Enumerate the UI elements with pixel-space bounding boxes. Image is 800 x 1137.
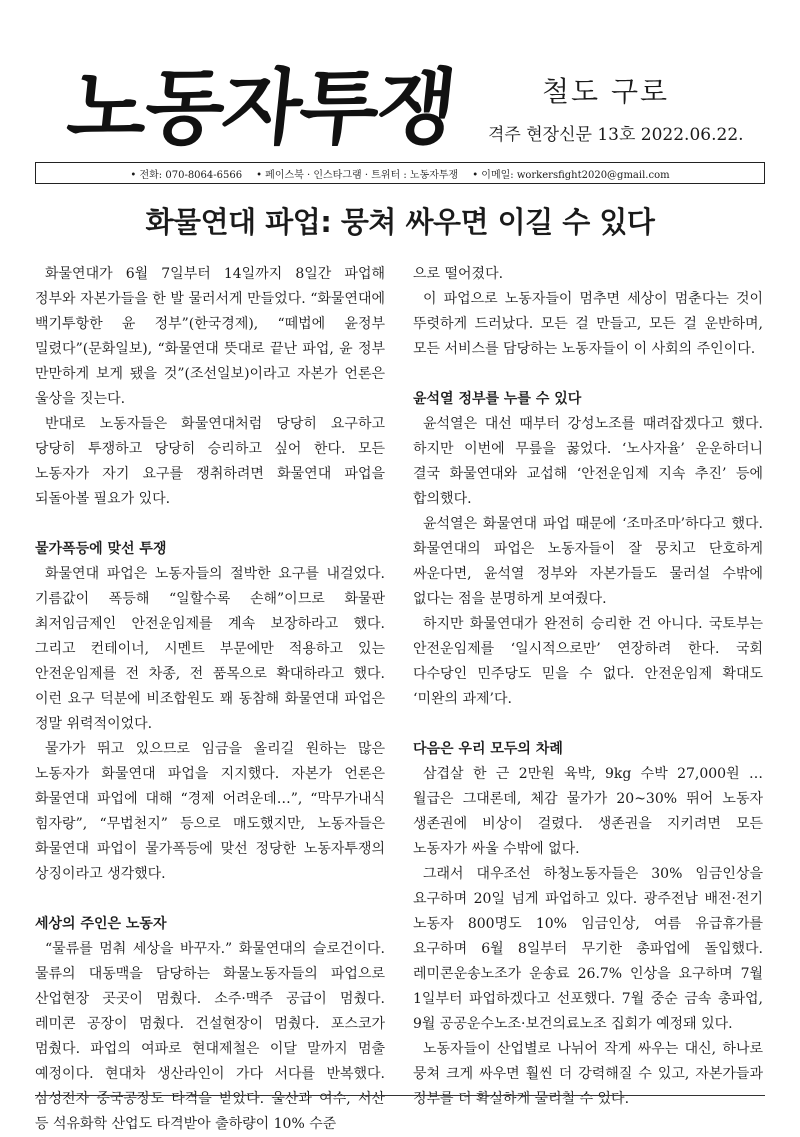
paragraph: “물류를 멈춰 세상을 바꾸자.” 화물연대의 슬로건이다. 물류의 대동맥을 담당하는 화물노동자들의 파업으로 산업현장 곳곳이 멈췄다. 소주·맥주 공급이 멈췄다. 레미콘 공장이 멈췄다. 건설현장이 멈췄다. 포스코가 멈췄다. 파업의 여파로 현대제철은 이달 말까지 멈출 예정이다. 현대차 생산라인이 가다 서다를 반복했다. 삼성전자 중국공장도 타격을 받았다. 울산과 여수, 서산 등 석유화학 산업도 타격받아 출하량이 10% 수준 bbox=[35, 941, 385, 1132]
paragraph: 화물연대가 6월 7일부터 14일까지 8일간 파업해 정부와 자본가들을 한 발 물러서게 만들었다. “화물연대에 백기투항한 윤 정부”(한국경제), “떼법에 윤정부 밀렸다”(문화일보), “화물연대 뜻대로 끝난 파업, 윤 정부 만만하게 보게 됐을 것”(조선일보)이라고 자본가 언론은 울상을 짓는다. bbox=[35, 266, 385, 407]
left-column bbox=[35, 262, 385, 1137]
right-column bbox=[413, 262, 763, 1112]
section-heading: 세상의 주인은 노동자 bbox=[35, 916, 167, 932]
newspaper-logo: 노동자투쟁 bbox=[63, 61, 460, 156]
masthead bbox=[60, 60, 760, 160]
contact-phone: • 전화: 070-8064-6566 bbox=[130, 169, 243, 181]
paragraph: 삼겹살 한 근 2만원 육박, 9kg 수박 27,000원 … 월급은 그대론데, 체감 물가가 20~30% 뛰어 노동자 생존권에 비상이 걸렸다. 생존권을 지키려면 모든 노동자가 싸울 수밖에 없다. bbox=[413, 766, 763, 857]
issue-info: 격주 현장신문 13호 2022.06.22. bbox=[488, 125, 744, 145]
paragraph: 화물연대 파업은 노동자들의 절박한 요구를 내걸었다. 기름값이 폭등해 “일할수록 손해”이므로 화물판 최저임금제인 안전운임제를 계속 보장하라고 했다. 그리고 컨테이너, 시멘트 부문에만 적용하고 있는 안전운임제를 전 차종, 전 품목으로 확대하라고 했다. 이런 요구 덕분에 비조합원도 꽤 동참해 화물연대 파업은 정말 위력적이었다. bbox=[35, 566, 385, 732]
section-heading: 윤석열 정부를 누를 수 있다 bbox=[413, 391, 582, 407]
paragraph: 윤석열은 대선 때부터 강성노조를 때려잡겠다고 했다. 하지만 이번에 무릎을 꿇었다. ‘노사자율’ 운운하더니 결국 화물연대와 교섭해 ‘안전운임제 지속 추진’ 등에 합의했다. bbox=[413, 416, 763, 507]
paragraph: 으로 떨어졌다. bbox=[413, 266, 504, 282]
paragraph: 물가가 뛰고 있으므로 임금을 올리길 원하는 많은 노동자가 화물연대 파업을 지지했다. 자본가 언론은 화물연대 파업에 대해 “경제 어려운데…”, “막무가내식 힘자랑”, “무법천지” 등으로 매도했지만, 노동자들은 화물연대 파업이 물가폭등에 맞선 정당한 노동자투쟁의 상징이라고 생각했다. bbox=[35, 741, 385, 882]
section-heading: 물가폭등에 맞선 투쟁 bbox=[35, 541, 167, 557]
contact-sns: • 페이스북 · 인스타그램 · 트위터 : 노동자투쟁 bbox=[256, 169, 459, 181]
paragraph: 그래서 대우조선 하청노동자들은 30% 임금인상을 요구하며 20일 넘게 파업하고 있다. 광주전남 배전·전기 노동자 800명도 10% 임금인상, 여름 유급휴가를 요구하며 6월 8일부터 무기한 총파업에 돌입했다. 레미콘운송노조가 운송료 26.7% 인상을 요구하며 7월 1일부터 파업하겠다고 선포했다. 7월 중순 금속 총파업, 9월 공공운수노조·보건의료노조 집회가 예정돼 있다. bbox=[413, 866, 763, 1032]
section-heading: 다음은 우리 모두의 차례 bbox=[413, 741, 563, 757]
paragraph: 하지만 화물연대가 완전히 승리한 건 아니다. 국토부는 안전운임제를 ‘일시적으로만’ 연장하려 한다. 국회 다수당인 민주당도 믿을 수 없다. 안전운임제 확대도 ‘미완의 과제’다. bbox=[413, 616, 763, 707]
edition-label: 철도 구로 bbox=[542, 75, 670, 108]
paragraph: 노동자들이 산업별로 나뉘어 작게 싸우는 대신, 하나로 뭉쳐 크게 싸우면 훨씬 더 강력해질 수 있고, 자본가들과 정부를 더 확실하게 물리칠 수 있다. bbox=[413, 1041, 763, 1107]
bottom-rule bbox=[35, 1095, 765, 1096]
contact-email: • 이메일: workersfight2020@gmail.com bbox=[472, 169, 670, 181]
contact-bar bbox=[35, 162, 765, 184]
article-headline: 화물연대 파업: 뭉쳐 싸우면 이길 수 있다 bbox=[145, 205, 655, 239]
paragraph: 반대로 노동자들은 화물연대처럼 당당히 요구하고 당당히 투쟁하고 당당히 승리하고 싶어 한다. 모든 노동자가 자기 요구를 쟁취하려면 화물연대 파업을 되돌아볼 필요가 있다. bbox=[35, 416, 385, 507]
paragraph: 이 파업으로 노동자들이 멈추면 세상이 멈춘다는 것이 뚜렷하게 드러났다. 모든 걸 만들고, 모든 걸 운반하며, 모든 서비스를 담당하는 노동자들이 이 사회의 주인이다. bbox=[413, 291, 763, 357]
paragraph: 윤석열은 화물연대 파업 때문에 ‘조마조마’하다고 했다. 화물연대의 파업은 노동자들이 잘 뭉치고 단호하게 싸운다면, 윤석열 정부와 자본가들도 물러설 수밖에 없다는 점을 분명하게 보여줬다. bbox=[413, 516, 763, 607]
